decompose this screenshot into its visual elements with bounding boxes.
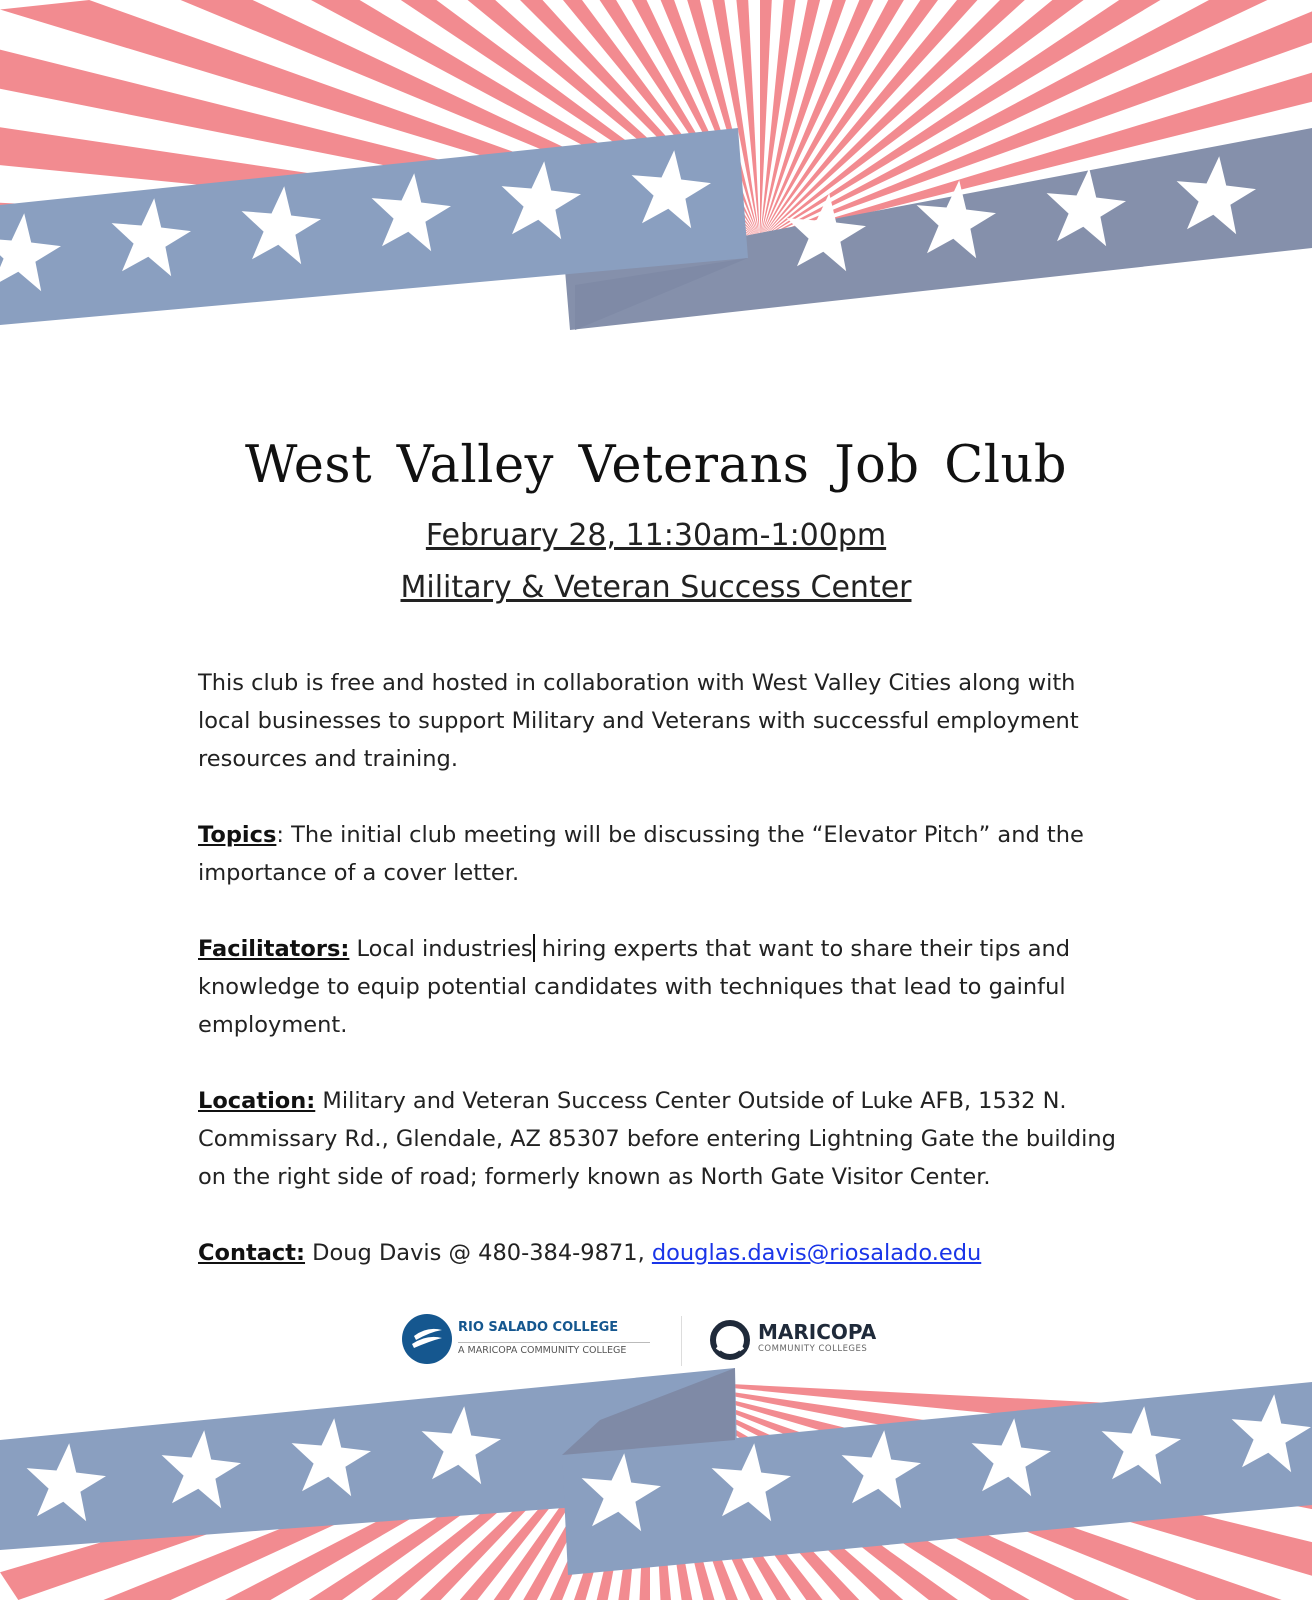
rio-salado-logo-icon (402, 1314, 452, 1364)
logos (400, 1312, 900, 1372)
location-text: Military and Veteran Success Center Outside of Luke AFB, 1532 N. Commissary Rd., Glendale, AZ 85307 before entering Lightning Gate the building on the right side of road; formerly known as North Gate Visitor Center. (198, 1088, 1116, 1190)
rio-salado-sub: A MARICOPA COMMUNITY COLLEGE (458, 1342, 650, 1356)
location-label: Location: (198, 1088, 316, 1114)
topics-label: Topics (198, 822, 277, 848)
event-date-time: February 28, 11:30am-1:00pm (425, 518, 887, 553)
stripe (760, 0, 772, 240)
facilitators-paragraph (198, 930, 1128, 1044)
flyer-title: West Valley Veterans Job Club (244, 436, 1068, 495)
contact-label: Contact: (198, 1240, 306, 1266)
maricopa-logo-icon (710, 1320, 750, 1360)
facilitators-text-2: hiring experts that want to share their tips and knowledge to equip potential candidates with techniques that lead to gainful employment. (198, 936, 1071, 1038)
contact-paragraph (198, 1234, 1128, 1272)
contact-email-link[interactable]: douglas.davis@riosalado.edu (651, 1240, 982, 1266)
maricopa-name: MARICOPA (758, 1320, 877, 1344)
facilitators-text-1: Local industries (349, 936, 533, 962)
location-paragraph (198, 1082, 1128, 1196)
topics-text: : The initial club meeting will be discussing the “Elevator Pitch” and the importance of a cover letter. (198, 822, 1084, 886)
logo-divider (681, 1316, 682, 1366)
flyer-body (198, 664, 1128, 1310)
intro-paragraph: This club is free and hosted in collaboration with West Valley Cities along with local businesses to support Military and Veterans with successful employment resources and training. (198, 670, 1079, 772)
topics-paragraph (198, 816, 1128, 892)
rio-salado-name: RIO SALADO COLLEGE (458, 1320, 619, 1335)
contact-text: Doug Davis @ 480-384-9871, (305, 1240, 652, 1266)
facilitators-label: Facilitators: (198, 936, 350, 962)
maricopa-sub: COMMUNITY COLLEGES (758, 1344, 868, 1354)
event-venue: Military & Veteran Success Center (400, 570, 912, 605)
